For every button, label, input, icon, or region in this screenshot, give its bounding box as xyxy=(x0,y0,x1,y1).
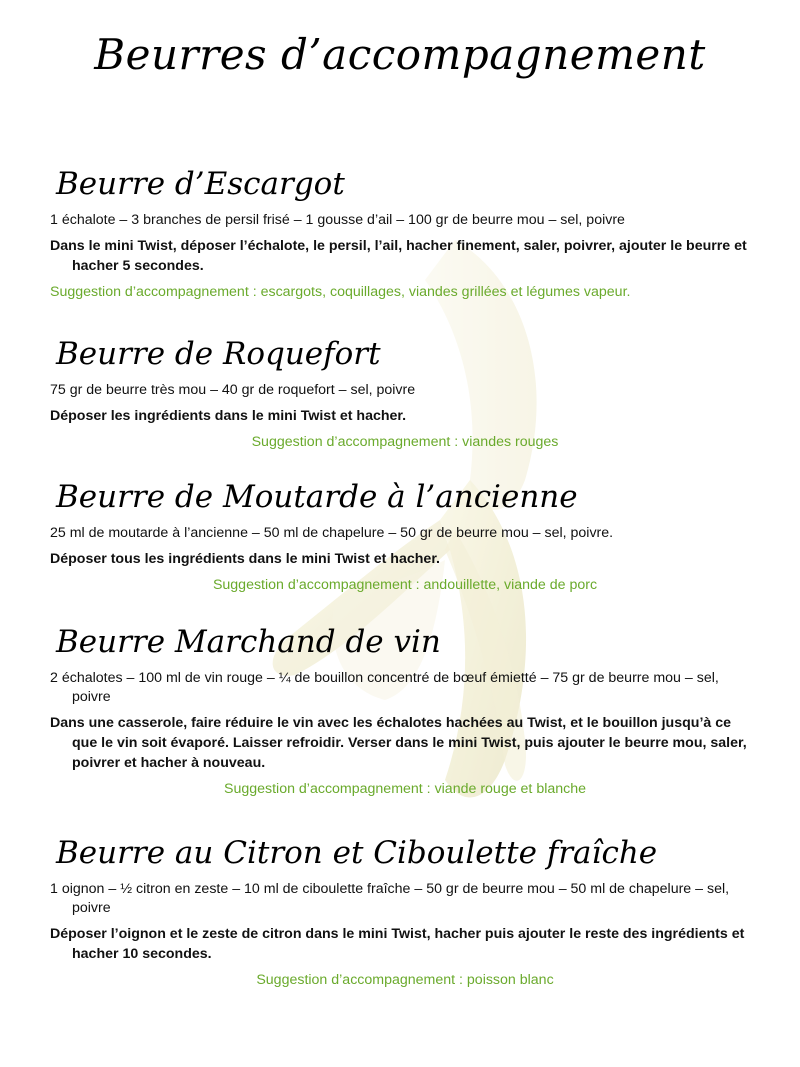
recipe-heading: Beurre au Citron et Ciboulette fraîche xyxy=(56,835,658,871)
recipe-instructions: Dans une casserole, faire réduire le vin avec les échalotes hachées au Twist, et le bouillon jusqu’à ce que le vin soit évaporé. Laisser refroidir. Verser dans le mini Twist, puis ajouter le beurre mou, saler, poivrer et hacher à nouveau. xyxy=(50,715,747,771)
recipe-ingredients: 1 échalote – 3 branches de persil frisé – 1 gousse d’ail – 100 gr de beurre mou – sel, poivre xyxy=(50,212,625,228)
recipe-section-roquefort xyxy=(50,335,760,452)
recipe-section-marchand-de-vin xyxy=(50,623,760,799)
page-title: Beurres d’accompagnement xyxy=(94,30,706,79)
recipe-ingredients: 25 ml de moutarde à l’ancienne – 50 ml de chapelure – 50 gr de beurre mou – sel, poivre. xyxy=(50,525,614,541)
recipe-section-escargot xyxy=(50,165,760,302)
recipe-instructions: Déposer les ingrédients dans le mini Twist et hacher. xyxy=(50,408,407,424)
recipe-heading: Beurre Marchand de vin xyxy=(56,624,441,660)
recipe-heading: Beurre de Moutarde à l’ancienne xyxy=(56,479,578,515)
recipe-instructions: Déposer tous les ingrédients dans le mini Twist et hacher. xyxy=(50,551,440,567)
recipe-ingredients: 75 gr de beurre très mou – 40 gr de roquefort – sel, poivre xyxy=(50,382,416,398)
recipe-instructions: Déposer l’oignon et le zeste de citron dans le mini Twist, hacher puis ajouter le reste des ingrédients et hacher 10 secondes. xyxy=(50,926,745,962)
recipe-ingredients: 1 oignon – ½ citron en zeste – 10 ml de ciboulette fraîche – 50 gr de beurre mou – 50 ml de chapelure – sel, poivre xyxy=(50,881,730,916)
recipe-suggestion: Suggestion d’accompagnement : viande rouge et blanche xyxy=(223,781,587,797)
recipe-suggestion: Suggestion d’accompagnement : andouillette, viande de porc xyxy=(212,577,598,593)
recipe-section-citron-ciboulette xyxy=(50,834,760,990)
recipe-section-moutarde xyxy=(50,478,760,595)
recipe-heading: Beurre de Roquefort xyxy=(56,336,381,372)
recipe-suggestion: Suggestion d’accompagnement : poisson blanc xyxy=(256,972,554,988)
recipe-suggestion: Suggestion d’accompagnement : viandes rouges xyxy=(251,434,559,450)
recipe-suggestion: Suggestion d’accompagnement : escargots, coquillages, viandes grillées et légumes vapeur. xyxy=(50,284,631,300)
recipe-ingredients: 2 échalotes – 100 ml de vin rouge – ¼ de bouillon concentré de bœuf émietté – 75 gr de beurre mou – sel, poivre xyxy=(50,670,719,705)
recipe-heading: Beurre d’Escargot xyxy=(56,166,345,202)
recipe-instructions: Dans le mini Twist, déposer l’échalote, le persil, l’ail, hacher finement, saler, poivrer, ajouter le beurre et hacher 5 secondes. xyxy=(50,238,747,274)
